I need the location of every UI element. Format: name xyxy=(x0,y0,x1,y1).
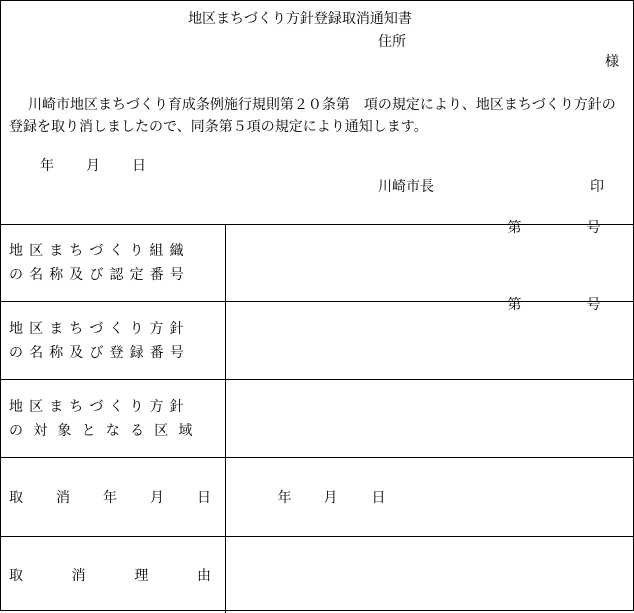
number-suffix: 号 xyxy=(586,297,601,313)
date-month: 月 xyxy=(86,158,100,174)
value-policy[interactable] xyxy=(225,297,633,380)
body-paragraph: 川崎市地区まちづくり育成条例施行規則第２０条第 項の規定により、地区まちづくり方針の登録を取り消しましたので、同条第５項の規定により通知します。 xyxy=(9,97,616,135)
date-year: 年 xyxy=(40,158,54,174)
info-table xyxy=(1,220,633,613)
table-row xyxy=(1,302,633,380)
cancel-month: 月 xyxy=(323,490,338,506)
issue-date xyxy=(40,158,146,174)
table-row xyxy=(1,225,633,302)
table-row xyxy=(1,458,633,537)
label-cancel-date: 取 消 年 月 日 xyxy=(1,458,225,537)
table-row xyxy=(1,537,633,613)
cancel-day: 日 xyxy=(371,490,386,506)
label-policy: 地区まちづくり方針 の名称及び登録番号 xyxy=(1,302,225,380)
issuer-name: 川崎市長 xyxy=(378,179,434,195)
label-cancel-reason: 取 消 理 由 xyxy=(1,537,225,613)
number-prefix: 第 xyxy=(507,220,522,236)
number-prefix: 第 xyxy=(507,297,522,313)
value-cancel-date[interactable] xyxy=(225,458,633,537)
document-title: 地区まちづくり方針登録取消通知書 xyxy=(188,11,412,27)
honorific: 様 xyxy=(605,54,619,70)
cancel-year: 年 xyxy=(277,490,292,506)
value-cancel-reason[interactable] xyxy=(225,537,633,613)
number-suffix: 号 xyxy=(586,220,601,236)
address-label: 住所 xyxy=(378,34,406,50)
table-row xyxy=(1,380,633,458)
label-organization: 地区まちづくり組織 の名称及び認定番号 xyxy=(1,225,225,302)
value-organization[interactable] xyxy=(225,220,633,302)
label-area: 地区まちづくり方針 の対象となる区域 xyxy=(1,380,225,458)
value-area[interactable] xyxy=(225,380,633,458)
date-day: 日 xyxy=(132,158,146,174)
seal-mark: 印 xyxy=(590,179,604,195)
